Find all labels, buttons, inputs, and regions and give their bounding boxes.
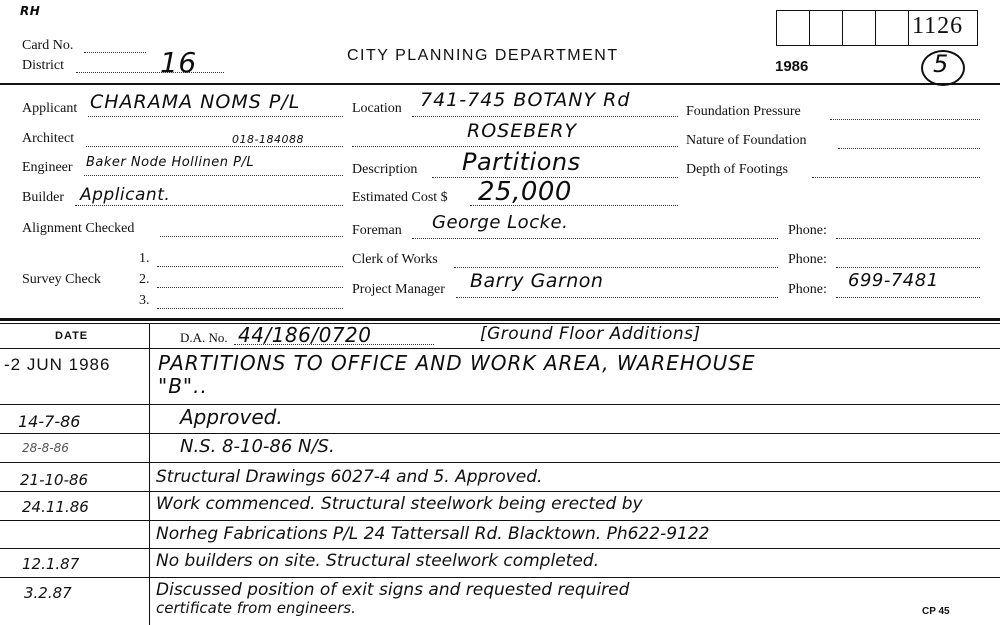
log-entry: Approved. xyxy=(180,405,283,429)
da-note: [Ground Floor Additions] xyxy=(480,324,701,344)
log-date: 3.2.87 xyxy=(24,584,72,602)
row-rule xyxy=(0,577,1000,578)
card-no-line xyxy=(84,52,146,53)
architect-line xyxy=(86,146,343,147)
da-value: 44/186/0720 xyxy=(238,323,372,347)
log-date: 28-8-86 xyxy=(22,441,69,455)
description-label: Description xyxy=(352,162,418,177)
description-value: Partitions xyxy=(462,148,581,176)
depth-label: Depth of Footings xyxy=(686,162,788,177)
builder-line xyxy=(75,205,343,206)
survey-number: 3. xyxy=(139,293,150,308)
builder-value: Applicant. xyxy=(80,185,171,205)
architect-label: Architect xyxy=(22,131,75,146)
log-entry: Discussed position of exit signs and requested required xyxy=(156,580,630,600)
row-rule xyxy=(0,404,1000,405)
nature-line xyxy=(838,148,980,149)
date-header: DATE xyxy=(55,330,89,342)
pm-value: Barry Garnon xyxy=(470,270,604,292)
alignment-label: Alignment Checked xyxy=(22,221,135,236)
clerk-line xyxy=(454,267,778,268)
pm-line xyxy=(456,297,778,298)
foundation-pressure-label: Foundation Pressure xyxy=(686,104,801,119)
engineer-value: Baker Node Hollinen P/L xyxy=(86,155,255,170)
phone-label: Phone: xyxy=(788,252,827,267)
location-line1: 741-745 BOTANY Rd xyxy=(420,89,631,111)
serial-box xyxy=(809,10,843,46)
location-line2-rule xyxy=(352,146,678,147)
row-rule xyxy=(0,433,1000,434)
applicant-line xyxy=(88,116,343,117)
phone-label: Phone: xyxy=(788,223,827,238)
log-entry: certificate from engineers. xyxy=(156,599,356,617)
depth-line xyxy=(812,177,980,178)
header-divider xyxy=(0,83,1000,85)
phone-value: 699-7481 xyxy=(848,270,939,291)
survey-line xyxy=(157,287,343,288)
applicant-value: CHARAMA NOMS P/L xyxy=(90,91,301,113)
engineer-label: Engineer xyxy=(22,160,73,175)
location-line2: ROSEBERY xyxy=(467,120,578,142)
phone-line xyxy=(836,238,980,239)
page-title: CITY PLANNING DEPARTMENT xyxy=(347,47,619,64)
row-rule xyxy=(0,520,1000,521)
log-date: 24.11.86 xyxy=(22,498,89,516)
engineer-line xyxy=(84,175,343,176)
foreman-line xyxy=(412,238,778,239)
serial-box xyxy=(875,10,909,46)
location-label: Location xyxy=(352,101,402,116)
phone-label: Phone: xyxy=(788,282,827,297)
log-entry: "B".. xyxy=(158,374,208,398)
row-rule xyxy=(0,548,1000,549)
survey-line xyxy=(157,308,343,309)
architect-value: 018-184088 xyxy=(232,133,304,146)
row-rule xyxy=(0,491,1000,492)
card-no-label: Card No. xyxy=(22,38,74,53)
year-label: 1986 xyxy=(775,58,809,75)
cost-value: 25,000 xyxy=(478,177,572,207)
location-line xyxy=(412,116,678,117)
phone-line xyxy=(836,297,980,298)
log-entry: No builders on site. Structural steelwork completed. xyxy=(156,551,599,571)
log-entry: N.S. 8-10-86 N/S. xyxy=(180,436,335,457)
log-date: -2 JUN 1986 xyxy=(4,355,111,374)
serial-box xyxy=(776,10,810,46)
log-top-rule xyxy=(0,318,1000,321)
phone-line xyxy=(836,267,980,268)
district-label: District xyxy=(22,58,64,73)
circled-number: 5 xyxy=(933,50,949,78)
alignment-line xyxy=(160,236,343,237)
applicant-label: Applicant xyxy=(22,101,78,116)
log-date: 12.1.87 xyxy=(22,555,80,573)
cost-label: Estimated Cost $ xyxy=(352,190,448,205)
foreman-label: Foreman xyxy=(352,223,402,238)
log-entry: Structural Drawings 6027-4 and 5. Approved. xyxy=(156,467,543,487)
foreman-value: George Locke. xyxy=(432,212,569,233)
survey-number: 1. xyxy=(139,251,150,266)
log-date: 14-7-86 xyxy=(18,412,81,431)
log-date: 21-10-86 xyxy=(20,471,89,489)
foundation-pressure-line xyxy=(830,119,980,120)
survey-line xyxy=(157,266,343,267)
log-entry: Norheg Fabrications P/L 24 Tattersall Rd. Blacktown. Ph622-9122 xyxy=(156,524,710,544)
pm-label: Project Manager xyxy=(352,282,445,297)
clerk-label: Clerk of Works xyxy=(352,252,438,267)
survey-number: 2. xyxy=(139,272,150,287)
nature-label: Nature of Foundation xyxy=(686,133,807,148)
district-value: 16 xyxy=(160,46,197,79)
form-code: CP 45 xyxy=(922,606,950,617)
serial-box xyxy=(842,10,876,46)
da-label: D.A. No. xyxy=(180,330,228,345)
log-entry: Work commenced. Structural steelwork being erected by xyxy=(156,494,643,514)
survey-label: Survey Check xyxy=(22,272,101,287)
date-column-divider xyxy=(149,323,150,625)
log-entry: PARTITIONS TO OFFICE AND WORK AREA, WAREHOUSE xyxy=(158,351,756,375)
serial-number: 1126 xyxy=(912,13,964,39)
corner-mark: RH xyxy=(20,4,41,18)
row-rule xyxy=(0,462,1000,463)
row-rule xyxy=(0,348,1000,349)
builder-label: Builder xyxy=(22,190,64,205)
district-line xyxy=(76,72,224,73)
